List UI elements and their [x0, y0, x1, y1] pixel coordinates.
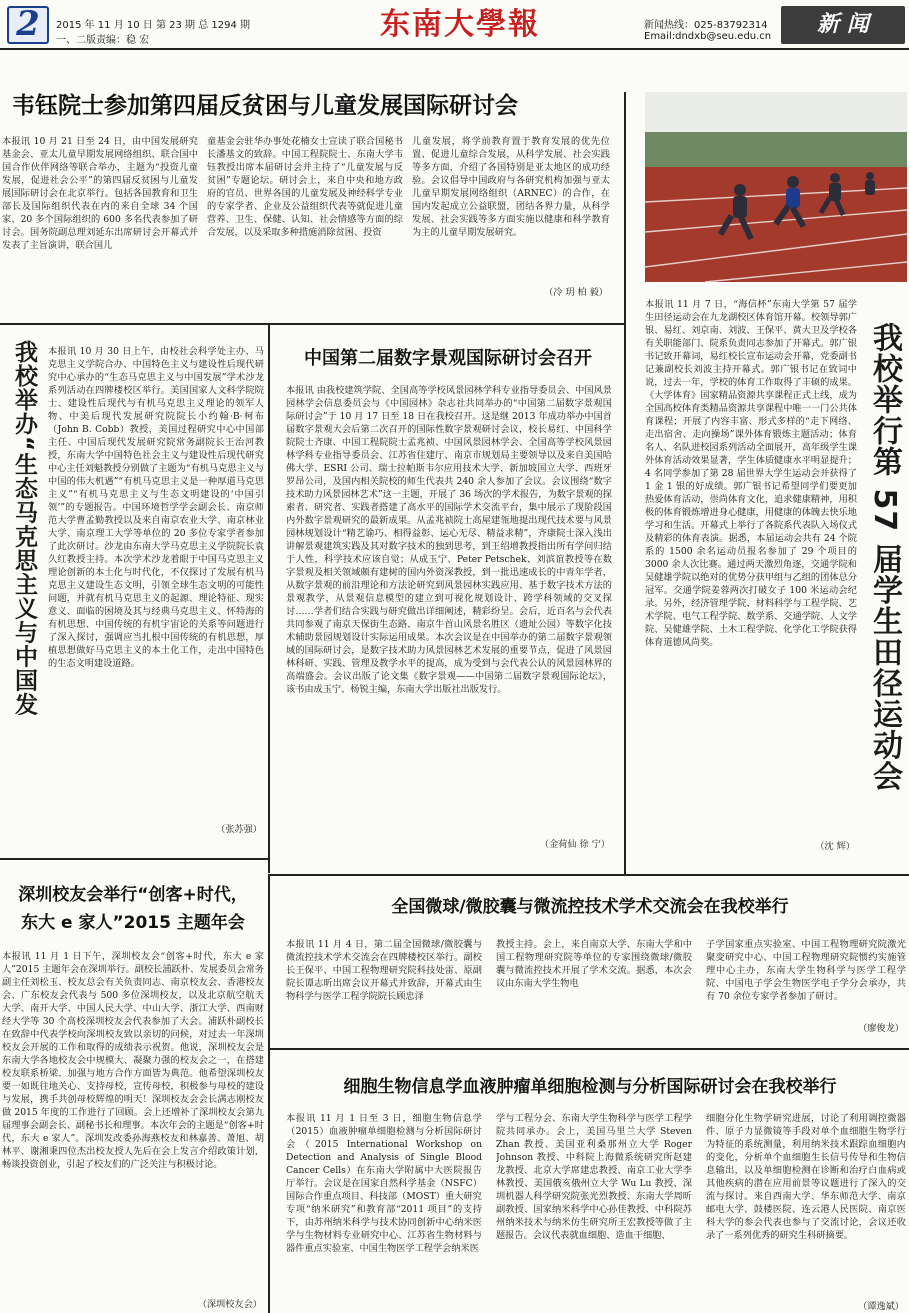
article4-byline: （沈 辉）: [815, 841, 855, 852]
section-rule: [270, 874, 909, 876]
article7-col2: 学与工程分会、东南大学生物科学与医学工程学院共同承办。会上，美国马里兰大学 Steven Zhan 教授、美国亚利桑那州立大学 Roger Johnson 教授、中科院上海微系统研究所赵建龙教授、北京大学席建忠教授、南京工业大学李林教授、美国俄亥俄州立大学 Wu Lu 教授、深圳机器人科学研究院张光烈教授、东南大学周昕副教授、国家纳米科学中心孙佳教授、中科院苏州纳米技术与纳米仿生研究所王宏教授等做了主题报告。会议代表就血细胞、造血干细胞、: [496, 1113, 692, 1241]
article3-byline: （金荷仙 徐 宁）: [539, 839, 610, 850]
section-label: 新 闻: [781, 6, 905, 44]
article2-byline: （张苏强）: [216, 824, 262, 835]
headline-eco-marxism-salon: 我校举办“生态马克思主义与中国发: [11, 340, 37, 717]
headline-digital-landscape-conference: 中国第二届数字景观国际研讨会召开: [304, 348, 592, 369]
headline-microsphere-conference: 全国微球/微胶囊与微流控技术学术交流会在我校举行: [391, 897, 789, 917]
article7-col1: 本报讯 11 月 1 日至 3 日，细胞生物信息学（2015）血液肿瘤单细胞检测与分析国际研讨会（2015 International Workshop on Detection and Analysis of Single Blood Cancer Cells）在东南大学附属中大医院报告厅举行。会议是在国家自然科学基金（NSFC）国际合作重点项目、科技部（MOST）重大研究专项“纳米研究”和教育部“2011 项目”的支持下，由苏州纳米科学与技术协同创新中心纳米医学与生物材料专业研究中心、江苏省生物材料与器件重点实验室、中国生物医学工程学会纳米医: [286, 1113, 482, 1254]
article5-byline: （深圳校友会）: [197, 1299, 262, 1310]
article2-body: 本报讯 10 月 30 日上午，由校社会科学处主办、马克思主义学院合办、中国特色主义与建设性后现代研究中心承办的“生态马克思主义与中国发展”学术沙龙系列活动在四牌楼校区举行。美国国家人文科学院院士、建设性后现代与有机马克思主义理论的领军人物、中美后现代发展研究院院长小约翰·B·柯布（John B. Cobb）教授，美国过程研究中心中国部主任、中国后现代发展研究院常务副院长王治河教授，东南大学中国特色社会主义与建设性后现代研究中心主任刘魁教授分别做了主题为“有机马克思主义与中国的伟大机遇”“有机马克思主义是一种厚道马克思主义”“有机马克思主义与生态文明建设的‘中国引领’”的专题报告。中国环境哲学学会副会长、南京师范大学曹孟勤教授以及来自南京农业大学、南京林业大学、南京理工大学等单位的 20 多位专家学者参加了此次研讨。沙龙由东南大学马克思主义学院院长袁久红教授主持。本次学术沙龙着眼于中国马克思主义理论创新的本土化与时代化，不仅探讨了发展有机马克思主义建设生态文明，引领全球生态文明的可能性问题，并就有机马克思主义的起源、理论特征、现实意义、面临的困境及其与经典马克思主义、怀特海的有机思想、中国传统的有机宇宙论的关系等问题进行了深入探讨，强调应当扎根中国传统的有机思想，厚植思想做好马克思主义的本土化工作，走出中国特色的生态文明建设道路。: [48, 346, 264, 669]
article5-body: 本报讯 11 月 1 日下午，深圳校友会“创客+时代，东大 e 家人”2015 主题年会在深圳举行。副校长浦跃朴、发展委员会常务副主任刘松玉、校友总会有关负责同志、南京校友会、香港校友会、广东校友会代表与 500 多位深圳校友，以及北京航空航天大学、南开大学、中国人民大学、中山大学、浙江大学、西南财经大学等 30 个高校深圳校友会代表参加了大会。浦跃朴副校长在致辞中代表学校向深圳校友致以亲切的问候，对过去一年深圳校友会开展的工作和取得的成绩表示祝贺。他说，深圳校友会是东南大学各地校友会中规模大、凝聚力强的校友会之一，在搭建校友联系桥梁、加强与地方合作方面皆为典范。他希望深圳校友要一如既往地关心、支持母校，宣传母校，积极参与母校的建设与发展，携手共创母校辉煌的明天！深圳校友会会长满志刚校友做 2015 年度的工作进行了回顾。会上还增补了深圳校友会第九届理事会副会长、副秘书长和理事。本次年会的主题是“创客+时代，东大 e 家人”。深圳发改委孙海燕校友和林嘉善、萧旭、胡林平、谢湘秉四位杰出校友授人先后在会上发言介绍政策计划，畅谈投资创业，引起了校友们的广泛关注与积极讨论。: [2, 951, 264, 1170]
column-rule: [268, 874, 270, 1313]
article1-col2: 童基金会驻华办事处花楠女士宣读了联合国秘书长潘基文的致辞。中国工程院院士、东南大学韦钰教授出席本届研讨会并主持了“儿童发展与反贫困”专题论坛。研讨会上，来自中央和地方政府的官员、世界各国的儿童发展及神经科学专业的专家学者、企业及公益组织代表等就促进儿童营养、卫生、保健、认知、社会情感等方面的综合发展，以及采取多种措施消除贫困、投资: [207, 136, 403, 238]
article1-col3: 儿童发展，将学前教育置于教育发展的优先位置、促进儿童综合发展，从科学发展、社会实践等多方面，介绍了各国特别是亚太地区的成功经验。会议倡导中国政府与各研究机构加强与亚太儿童早期发展网络组织（ARNEC）的合作，在国内发起成立公益联盟，团结各界力量，从科学发展、社会实践等多方面实施以健康和科学教育为主的儿童早期发展研究。: [412, 136, 610, 238]
article6-col3: 子学国家重点实验室、中国工程物理研究院激光聚变研究中心、中国工程物理研究院惯约实施管理中心主办，东南大学生物科学与医学工程学院、中国电子学会生物医学电子学分会承办，共有 70 余位专家学者参加了研讨。: [706, 939, 906, 1002]
column-rule: [268, 325, 270, 873]
article7-byline: （谭逸斌）: [858, 1301, 904, 1312]
issue-line: 2015 年 11 月 10 日 第 23 期 总 1294 期: [56, 20, 251, 31]
article7-col3: 细胞分化生物学研究进展，讨论了利用调控微器件、原子力显微镜等手段对单个血细胞生物学行为特征的系统测量，利用纳米技术跟踪血细胞内的变化，分析单个血细胞生长信号传导和生物信息输出，以及单细胞检测在诊断和治疗白血病或其他疾病的潜在应用前景等议题进行了深入的交流与探讨。来自西南大学、华东师范大学、南京邮电大学、鼓楼医院、连云港人民医院、南京医科大学的参会代表也参与了交流讨论，会议还收录了一系列优秀的研究生科研摘要。: [706, 1113, 906, 1241]
headline-track-and-field-meet: 我校举行第 57 届学生田径运动会: [867, 322, 902, 792]
editor-line: 一、二版责编：稳 宏: [56, 35, 150, 46]
headline-shenzhen-alumni-line1: 深圳校友会举行“创客+时代，: [18, 885, 248, 905]
article1-col1: 本报讯 10 月 21 日至 24 日，由中国发展研究基金会、亚太儿童早期发展网络组织、联合国中国合作伙伴网络等联合举办，主题为“投资儿童发展，促进社会公平”的第四届反贫困与儿童发展国际研讨会在北京举行。包括各国教育和卫生部长及国际组织代表在内的来自全球 34 个国家、20 多个国际组织的 600 多名代表参加了研讨会。国务院副总理刘延东出席研讨会开幕式并发表了主旨演讲，联合国儿: [2, 136, 198, 251]
article6-byline: （廖俊龙）: [858, 1023, 904, 1034]
article1-byline: （冷 玥 柏 毅）: [544, 287, 608, 298]
article6-col2: 教授主持。会上，来自南京大学、东南大学和中国工程物理研究院等单位的专家围绕微球/微胶囊与微流控技术开展了学术交流。据悉，本次会议由东南大学生物电: [496, 939, 692, 989]
column-rule: [624, 92, 626, 874]
headline-shenzhen-alumni-line2: 东大 e 家人”2015 主题年会: [21, 913, 245, 933]
track-meet-photo: [645, 92, 907, 282]
article6-col1: 本报讯 11 月 4 日，第二届全国微球/微胶囊与微流控技术学术交流会在四牌楼校区举行。副校长王保平、中国工程物理研究院科技处雷、原副院长谭志昕出席会议开幕式并致辞，开幕式由生物科学与医学工程学院院长顾忠泽: [286, 939, 482, 1002]
track-meet-photo-art: [645, 92, 907, 282]
section-rule: [0, 858, 268, 860]
section-rule: [0, 323, 624, 325]
headline-anti-poverty-conference: 韦钰院士参加第四届反贫困与儿童发展国际研讨会: [12, 93, 518, 119]
article4-body: 本报讯 11 月 7 日，“海信杯”东南大学第 57 届学生田径运动会在九龙湖校区体育馆开幕。校领导郭广银、易红、刘京南、刘波、王保平、黄大卫及学校各有关职能部门、院系负责同志参加了开幕式。郭广银书记致开幕词，易红校长宣布运动会开幕，党委副书记兼副校长刘波主持开幕式。郭广银书记在致词中说，过去一年，学校的体育工作取得了丰硕的成果。《大学体育》国家精品资源共享课程正式上线，成为全国高校体育类精品资源共享课程中唯一一门公共体育课程；开展了内容丰富、形式多样的“走下网络、走出宿舍、走向操场”课外体育锻炼主题活动；体育名人、名队进校园系列活动全面展开，高年级学生课外体育活动效果显著，学生体质健康水平明显提升；4 名同学参加了第 28 届世界大学生运动会并获得了 1 金 1 银的好成绩。郭广银书记希望同学们要更加热爱体育活动，崇尚体育文化，追求健康精神，用积极的体育锻炼增进身心健康，用健康的体魄去快乐地学习和生活。开幕式上举行了各院系代表队入场仪式及精彩的体育表演。据悉，本届运动会共有 24 个院系的 1500 余名运动员报名参加了 29 个项目的 3000 余人次比赛。通过两天激烈角逐，交通学院和吴健雄学院以绝对的优势分获甲组与乙组的团体总分冠军。交通学院姜蓉两次打破女子 100 米运动会纪录。另外，经济管理学院、材料科学与工程学院、艺术学院、电气工程学院、数学系、交通学院、人文学院、吴健雄学院、土木工程学院、化学化工学院获得体育道德风尚奖。: [645, 299, 857, 648]
headline-single-cell-conference: 细胞生物信息学血液肿瘤单细胞检测与分析国际研讨会在我校举行: [343, 1077, 837, 1097]
section-rule: [270, 1048, 909, 1050]
masthead: [0, 0, 909, 50]
paper-name: 东南大學報: [380, 7, 540, 42]
article3-body: 本报讯 由我校建筑学院、全国高等学校风景园林学科专业指导委员会、中国风景园林学会信息委员会与《中国园林》杂志社共同举办的“中国第二届数字景观国际研讨会”于 10 月 17 日至 18 日在我校召开。这是继 2013 年成功举办中国首届数字景观大会后第二次召开的国际性数字景观研讨会议，校长易红、中国科学院院士齐康、中国工程院院士孟兆祯、中国风景园林学会、全国高等学校风景园林学科专业指导委员会、江苏省住建厅、南京市规划局主要领导以及来自美国哈佛大学、ESRI 公司、瑞士拉帕斯韦尔应用技术大学、新加坡国立大学、西班牙罗昂公司，及国内相关院校的师生代表共 240 余人参加了会议。会议围绕“数字技术助力风景园林艺术”这一主题，开展了 36 场次的学术报告，为数字景观的探索者、研究者、实践者搭建了高水平的国际学术交流平台，集中展示了现阶段国内外数字景观研究的最新成果。从孟兆祯院士高屋建瓴地提出现代技术要与风景园林规划设计“精艺谕巧、相得益彰、运心无尽、精益求精”，齐康院士深入浅出讲解景观建筑实践及其对数字技术的独到思考，到王绍增教授指出所有学问归结于人性，科学技术应该自觉；从成玉宁、Peter Petschek、刘滨谊教授等在数字景观及相关领域颇有建树的国内外资深教授，到一批迅速成长的中青年学者，从数字景观的前沿理论和方法论研究到风景园林实践应用、基于数字技术方法的景观教学，从景观信息模型的建立到可视化规划设计、跨学科领域的交叉探讨……学者们结合实践与研究做出详细阐述，精彩纷呈。会后，近百名与会代表共同参观了南京天保街生态路、南京牛首山风景名胜区（遗址公园）等数字化技术辅助景园规划设计实际运用成果。本次会议是在中国举办的第二届数字景观领域的国际研讨会，是数字技术助力风景园林艺术发展的重要节点，促进了风景园林科研、实践、管理及教学水平的提高，成为受到与会代表公认的风景园林界的高端盛会。会议出版了论文集《数字景观——中国第二届数字景观国际论坛》，该书由成玉宁、杨锐主编，东南大学出版社出版发行。: [286, 385, 612, 695]
news-hotline: 新闻热线：025-83792314: [644, 20, 768, 31]
page-number: 2: [16, 4, 40, 44]
email: Email:dndxb@seu.edu.cn: [644, 31, 772, 42]
